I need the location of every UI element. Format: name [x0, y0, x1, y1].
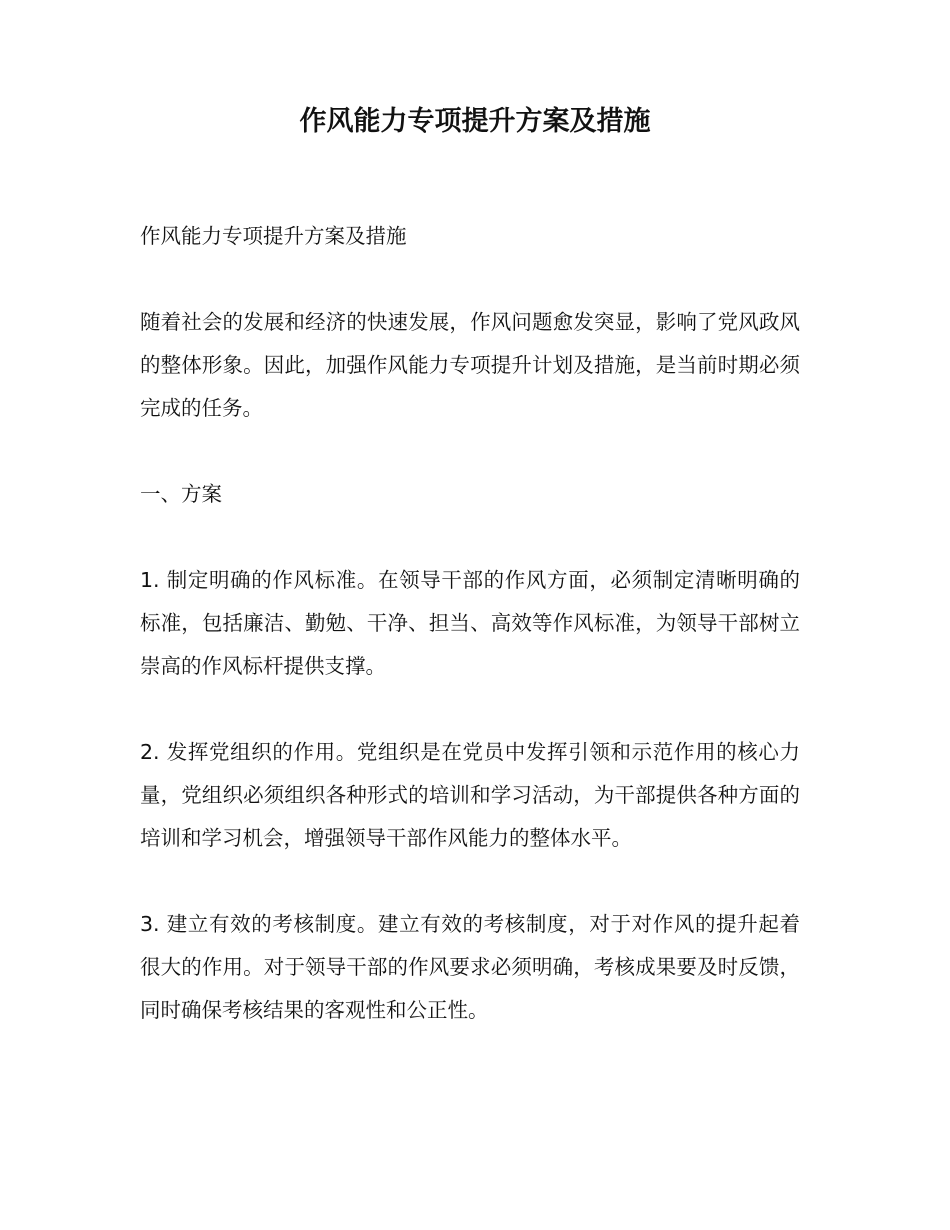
document-subtitle: 作风能力专项提升方案及措施 — [140, 224, 407, 248]
plan-item-3: 3. 建立有效的考核制度。建立有效的考核制度，对于对作风的提升起着很大的作用。对于领导干部的作风要求必须明确，考核成果要及时反馈，同时确保考核结果的客观性和公正性。 — [140, 912, 800, 1022]
intro-paragraph: 随着社会的发展和经济的快速发展，作风问题愈发突显，影响了党风政风的整体形象。因此，加强作风能力专项提升计划及措施，是当前时期必须完成的任务。 — [140, 310, 800, 420]
document-title: 作风能力专项提升方案及措施 — [299, 106, 651, 137]
plan-item-1: 1. 制定明确的作风标准。在领导干部的作风方面，必须制定清晰明确的标准，包括廉洁、勤勉、干净、担当、高效等作风标准，为领导干部树立崇高的作风标杆提供支撑。 — [140, 568, 800, 678]
section-heading: 一、方案 — [140, 482, 222, 506]
plan-item-2: 2. 发挥党组织的作用。党组织是在党员中发挥引领和示范作用的核心力量，党组织必须组织各种形式的培训和学习活动，为干部提供各种方面的培训和学习机会，增强领导干部作风能力的整体水平。 — [140, 740, 800, 850]
